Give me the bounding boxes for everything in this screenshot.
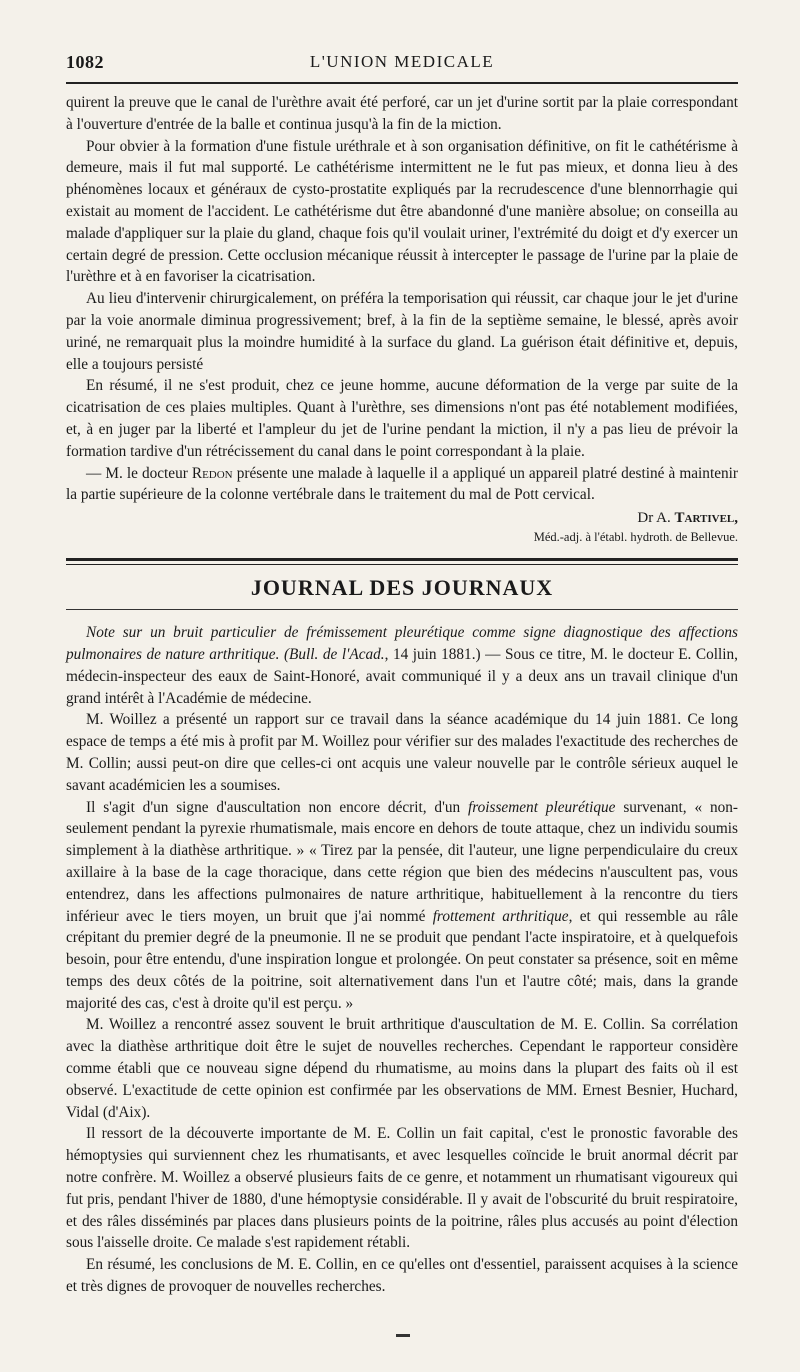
- text-run: , et qui ressemble au râle crépitant du premier degré de la pneumonie. Il ne se produit que pendant l'acte inspiratoire, et à quelquefois besoin, pour être entendu, d'une inspiration longue et prolongée. On peut constater sa présence, soit en même temps des deux côtés de la poitrine, soit alternativement dans l'un et l'autre côté; mais, dans la grande majorité des cas, c'est à droite qu'il est perçu. »: [66, 907, 739, 1012]
- paragraph: M. Woillez a rencontré assez souvent le bruit arthritique d'auscultation de M. E. Collin. Sa corrélation avec la diathèse arthritique doit être le sujet de nouvelles recherches. Cependant le rapporteur considère comme établi que ce nouveau signe dépend du rhumatisme, au moins dans la plupart des faits où il est observé. L'exactitude de cette opinion est confirmée par les observations de MM. Ernest Besnier, Huchard, Vidal (d'Aix).: [66, 1016, 738, 1121]
- journal-section: [66, 622, 738, 1298]
- section-title: JOURNAL DES JOURNAUX: [250, 575, 554, 601]
- text-run: présente une malade à laquelle il a appliqué un appareil platré destiné à maintenir la partie supérieure de la colonne vertébrale dans le traitement du mal de Pott cervical.: [66, 464, 738, 504]
- paragraph: Il ressort de la découverte importante de M. E. Collin un fait capital, c'est le pronostic favorable des hémoptysies qui surviennent chez les rhumatisants, et avec lesquelles coïncide le bruit anormal décrit par notre confrère. M. Woillez a observé plusieurs faits de ce genre, et notamment un rhumatisant vigoureux qui fut pris, pendant l'hiver de 1880, d'une hémoptysie considérable. Il y avait de l'obscurité du bruit respiratoire, et des râles disséminés par places dans plusieurs points de la poitrine, râles plus accusés au point d'élection sous l'aisselle droite. Ce malade s'est rapidement rétabli.: [66, 1125, 738, 1252]
- paragraph: En résumé, il ne s'est produit, chez ce jeune homme, aucune déformation de la verge par suite de la cicatrisation de ces plaies multiples. Quant à l'urèthre, ses dimensions n'ont pas été notablement modifiées, et, à en juger par la liberté et l'ampleur du jet de l'urine pendant la miction, il n'y a pas lieu de prévoir la formation tardive d'un rétrécissement du canal dans le point correspondant à la plaie.: [66, 377, 738, 460]
- paragraph: M. Woillez a présenté un rapport sur ce travail dans la séance académique du 14 juin 1881. Ce long espace de temps a été mis à profit par M. Woillez pour vérifier sur des malades l'exactitude des recherches de M. Collin; aussi peut-on dire que celles-ci ont acquis une valeur nouvelle par le contrôle sérieux auquel le savant académicien les a soumises.: [66, 711, 738, 794]
- article-title: Note sur un bruit particulier de frémissement pleurétique comme signe diagnostique des affections pulmonaires de nature arthritique.: [66, 624, 738, 663]
- doctor-name: Redon: [191, 464, 233, 482]
- page-header: [66, 44, 738, 78]
- page-number: 1082: [66, 52, 104, 72]
- footer-mark: [396, 1334, 410, 1337]
- author-signature: [66, 508, 738, 528]
- italic-term: frottement arthritique: [432, 907, 569, 925]
- running-title: L'UNION MEDICALE: [309, 52, 495, 71]
- author-affiliation: Méd.-adj. à l'établ. hydroth. de Bellevue.: [533, 530, 738, 545]
- section-rule: [66, 609, 738, 610]
- text-run: — Sous ce titre, M. le docteur E. Collin, médecin-inspecteur des eaux de Saint-Honoré, avait communiqué il y a deux ans un travail clinique d'un grand intérêt à l'Académie de médecine.: [66, 645, 738, 707]
- paragraph: [66, 797, 738, 1015]
- journal-page: [66, 44, 738, 1298]
- paragraph: [66, 463, 738, 507]
- top-article: [66, 92, 738, 546]
- paragraph: quirent la preuve que le canal de l'urèthre avait été perforé, car un jet d'urine sortit par la plaie correspondant à l'ouverture d'entrée de la balle et continua jusqu'à la fin de la miction.: [66, 94, 738, 133]
- paragraph: En résumé, les conclusions de M. E. Collin, en ce qu'elles ont d'essentiel, paraissent acquises à la science et très dignes de provoquer de nouvelles recherches.: [66, 1256, 738, 1296]
- text-run: — M. le docteur: [86, 464, 192, 482]
- article-source: (Bull. de l'Acad.: [283, 645, 385, 663]
- paragraph: Pour obvier à la formation d'une fistule uréthrale et à son organisation définitive, on fit le cathétérisme à demeure, mais il fut mal supporté. Le cathétérisme intermittent ne le fut pas mieux, et donna lieu à des phénomènes locaux et généraux de cysto-prostatite expliqués par la recrudescence d'une blennorrhagie qui existait au moment de l'accident. Le cathétérisme dut être abandonné d'une manière absolue; on conseilla au malade d'appliquer sur la plaie du gland, chaque fois qu'il voulait uriner, l'extrémité du doigt et d'y exercer un certain degré de pression. Cette occlusion mécanique réussit à intercepter le passage de l'urine par la plaie de l'urèthre et à en favoriser la cicatrisation.: [66, 137, 738, 286]
- header-rule: [66, 82, 738, 84]
- text-run: , 14 juin 1881.): [384, 645, 481, 663]
- paragraph: Au lieu d'intervenir chirurgicalement, on préféra la temporisation qui réussit, car chaque jour le jet d'urine par la voie anormale diminua progressivement; bref, à la fin de la septième semaine, le blessé, après avoir uriné, ne remarquait plus la moindre humidité à la surface du gland. La guérison était définitive et, depuis, elle a toujours persisté: [66, 290, 738, 373]
- text-run: Il s'agit d'un signe d'auscultation non encore décrit, d'un: [86, 798, 468, 816]
- section-divider: [66, 558, 738, 565]
- signature-name: Tartivel,: [674, 510, 738, 527]
- text-run: survenant, « non-seulement pendant la pyrexie rhumatismale, mais encore en dehors de toute attaque, chez un individu soumis simplement à la diathèse arthritique. » « Tirez par la pensée, dit l'auteur, une ligne perpendiculaire du creux axillaire à la base de la cage thoracique, dans cette région que bien des médecins n'auscultent pas, vous entendrez, dans les affections pulmonaires de nature arthritique, habituellement à la rencontre du tiers inférieur avec le tiers moyen, un bruit que j'ai nommé: [66, 798, 738, 925]
- italic-term: froissement pleurétique: [467, 798, 616, 816]
- signature-prefix: Dr A.: [637, 510, 675, 527]
- paragraph: [66, 622, 738, 709]
